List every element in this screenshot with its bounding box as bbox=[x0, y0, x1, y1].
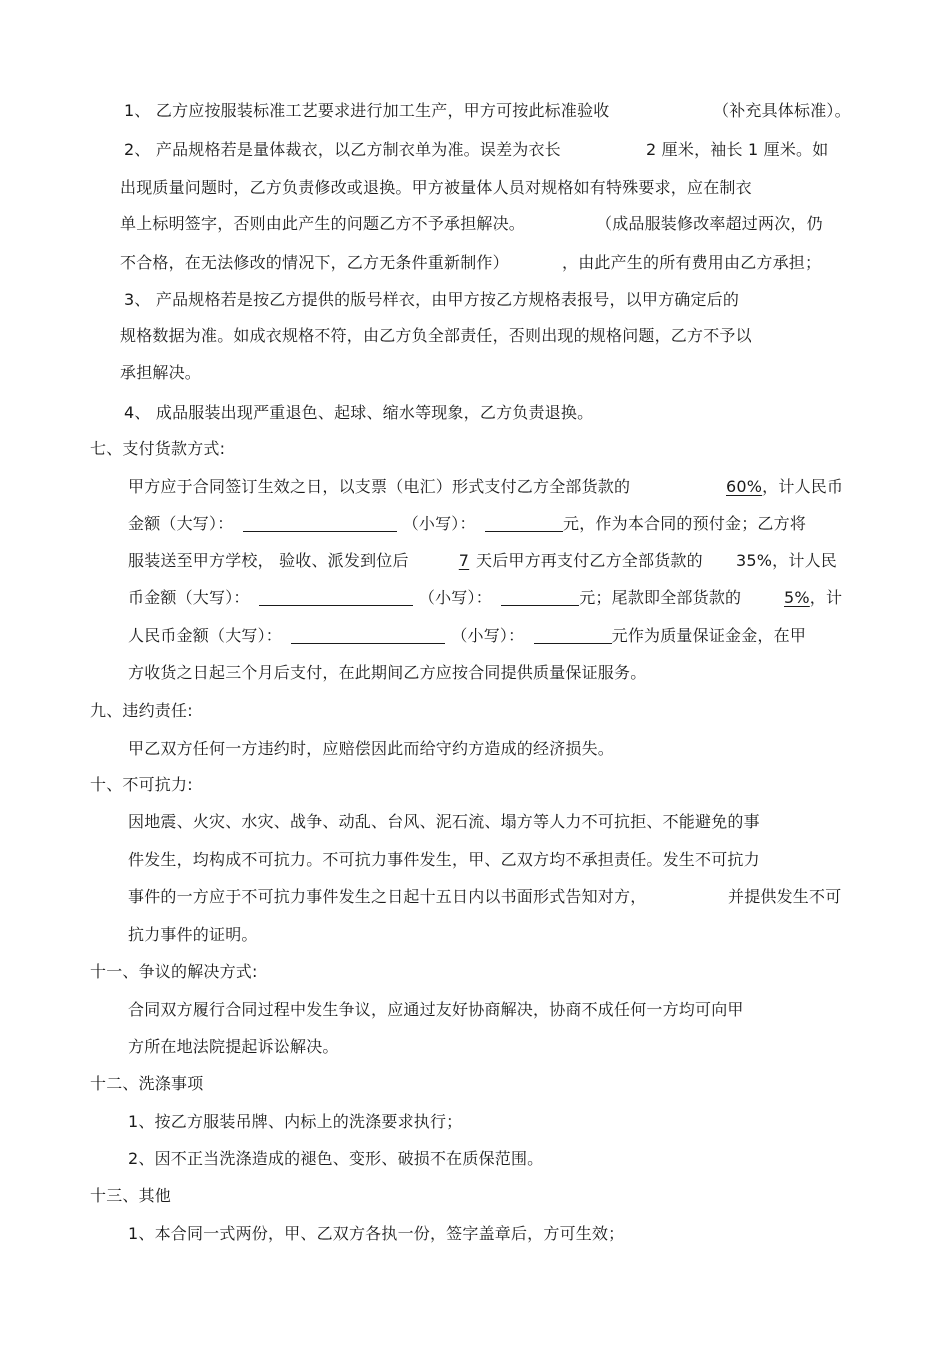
payment-heading: 七、支付货款方式: bbox=[90, 439, 226, 458]
payment-line-1: 甲方应于合同签订生效之日，以支票（电汇）形式支付乙方全部货款的 bbox=[128, 477, 631, 496]
force-line-1: 因地震、火灾、水灾、战争、动乱、台风、泥石流、塌方等人力不可抗拒、不能避免的事 bbox=[128, 812, 760, 831]
quality-item-2-note: （成品服装修改率超过两次，仍 bbox=[596, 214, 823, 233]
washing-line-2: 2、因不正当洗涤造成的褪色、变形、破损不在质保范围。 bbox=[128, 1149, 544, 1168]
force-line-3: 事件的一方应于不可抗力事件发生之日起十五日内以书面形式告知对方， bbox=[128, 887, 647, 906]
payment-line-4: 币金额（大写）： （小写）： 元；尾款即全部货款的 bbox=[128, 588, 742, 607]
amount-figure-blank-2[interactable] bbox=[501, 587, 579, 606]
force-line-2: 件发生，均构成不可抗力。不可抗力事件发生，甲、乙双方均不承担责任。发生不可抗力 bbox=[128, 850, 760, 869]
quality-item-2: 2、 产品规格若是量体裁衣，以乙方制衣单为准。误差为衣长 bbox=[124, 140, 561, 159]
second-percentage: 35% bbox=[736, 551, 773, 570]
quality-item-3: 3、 产品规格若是按乙方提供的版号样衣，由甲方按乙方规格表报号，以甲方确定后的 bbox=[124, 290, 740, 309]
force-line-3-end: 并提供发生不可 bbox=[728, 887, 842, 906]
dispute-heading: 十一、争议的解决方式: bbox=[90, 962, 258, 981]
quality-item-2-line-4: 不合格，在无法修改的情况下，乙方无条件重新制作） bbox=[120, 253, 509, 272]
payment-line-4-end: 5%，计 bbox=[784, 588, 843, 607]
advance-percentage: 60% bbox=[726, 477, 763, 496]
amount-words-blank-1[interactable] bbox=[243, 513, 397, 532]
dispute-line-1: 合同双方履行合同过程中发生争议，应通过友好协商解决，协商不成任何一方均可向甲 bbox=[128, 1000, 744, 1019]
quality-item-2-tolerance: 2 厘米，袖长 1 厘米。如 bbox=[646, 140, 829, 159]
amount-words-blank-3[interactable] bbox=[291, 625, 445, 644]
quality-item-4: 4、 成品服装出现严重退色、起球、缩水等现象，乙方负责退换。 bbox=[124, 403, 594, 422]
dispute-line-2: 方所在地法院提起诉讼解决。 bbox=[128, 1037, 339, 1056]
amount-figure-blank-3[interactable] bbox=[534, 625, 612, 644]
payment-line-2: 金额（大写）： （小写）： 元，作为本合同的预付金；乙方将 bbox=[128, 514, 807, 533]
payment-line-5: 人民币金额（大写）： （小写）： 元作为质量保证金金，在甲 bbox=[128, 626, 807, 645]
amount-words-blank-2[interactable] bbox=[259, 587, 413, 606]
quality-item-2-line-3: 单上标明签字，否则由此产生的问题乙方不予承担解决。 bbox=[120, 214, 526, 233]
breach-heading: 九、违约责任: bbox=[90, 701, 193, 720]
quality-item-1: 1、 乙方应按服装标准工艺要求进行加工生产，甲方可按此标准验收 bbox=[124, 101, 610, 120]
other-heading: 十三、其他 bbox=[90, 1186, 172, 1205]
payment-line-3-middle: 7 天后甲方再支付乙方全部货款的 bbox=[452, 550, 703, 572]
final-percentage: 5% bbox=[784, 588, 810, 607]
payment-line-1-end: 60%，计人民币 bbox=[726, 477, 844, 496]
payment-line-3: 服装送至甲方学校， 验收、派发到位后 bbox=[128, 551, 409, 570]
force-heading: 十、不可抗力: bbox=[90, 775, 193, 794]
quality-item-2-line-2: 出现质量问题时，乙方负责修改或退换。甲方被量体人员对规格如有特殊要求，应在制衣 bbox=[120, 178, 752, 197]
payment-line-3-end: 35%，计人民 bbox=[736, 551, 837, 570]
quality-item-3-line-3: 承担解决。 bbox=[120, 363, 202, 382]
days-value: 7 bbox=[458, 551, 470, 570]
washing-line-1: 1、按乙方服装吊牌、内标上的洗涤要求执行； bbox=[128, 1112, 463, 1131]
breach-line-1: 甲乙双方任何一方违约时，应赔偿因此而给守约方造成的经济损失。 bbox=[128, 739, 615, 758]
quality-item-2-line-4-end: ，由此产生的所有费用由乙方承担； bbox=[562, 253, 822, 272]
other-line-1: 1、本合同一式两份，甲、乙双方各执一份，签字盖章后，方可生效； bbox=[128, 1224, 625, 1243]
force-line-4: 抗力事件的证明。 bbox=[128, 925, 258, 944]
quality-item-1-note: （补充具体标准）。 bbox=[713, 101, 851, 120]
amount-figure-blank-1[interactable] bbox=[485, 513, 563, 532]
payment-line-6: 方收货之日起三个月后支付，在此期间乙方应按合同提供质量保证服务。 bbox=[128, 663, 647, 682]
quality-item-3-line-2: 规格数据为准。如成衣规格不符，由乙方负全部责任，否则出现的规格问题，乙方不予以 bbox=[120, 326, 752, 345]
washing-heading: 十二、洗涤事项 bbox=[90, 1074, 204, 1093]
